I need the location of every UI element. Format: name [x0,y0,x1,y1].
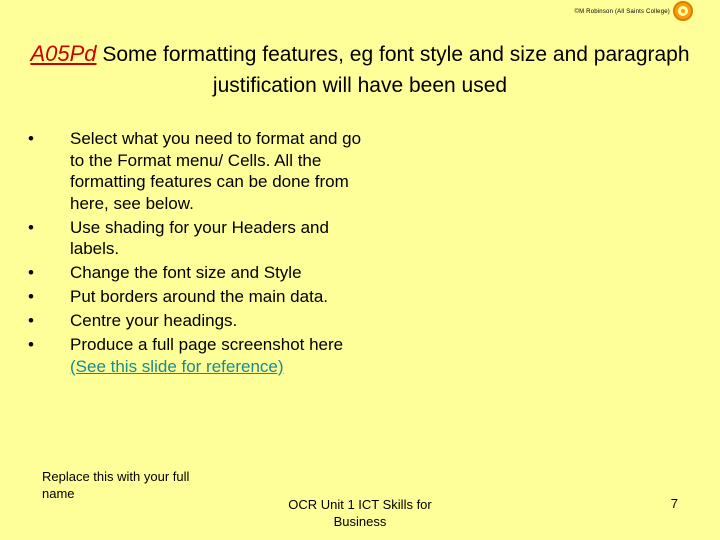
footer-course: OCR Unit 1 ICT Skills for Business [288,497,432,529]
slide-title [0,38,720,101]
title-text: Some formatting features, eg font style and size and paragraph justification will have been used [96,43,690,97]
college-logo-icon [673,1,693,21]
title-code: A05Pd [30,41,97,66]
bullet-item: • Put borders around the main data. [28,286,368,308]
bullet-item: • Change the font size and Style [28,262,368,284]
footer-author: Replace this with your full name [42,469,190,501]
bullet-item: • Use shading for your Headers and labels. [28,217,368,260]
bullet-item: • Centre your headings. [28,310,368,332]
copyright-notice: ©M Robinson (All Saints College) [574,9,670,15]
bullet-item: • Select what you need to format and go to the Format menu/ Cells. All the formatting features can be done from here, see below. [28,128,368,214]
page-number: 7 [670,496,678,511]
reference-slide-link[interactable]: (See this slide for reference) [70,356,284,376]
bullet-text: Produce a full page screenshot here [70,335,344,354]
bullet-item-screenshot [28,334,368,377]
bullet-list [28,128,368,380]
